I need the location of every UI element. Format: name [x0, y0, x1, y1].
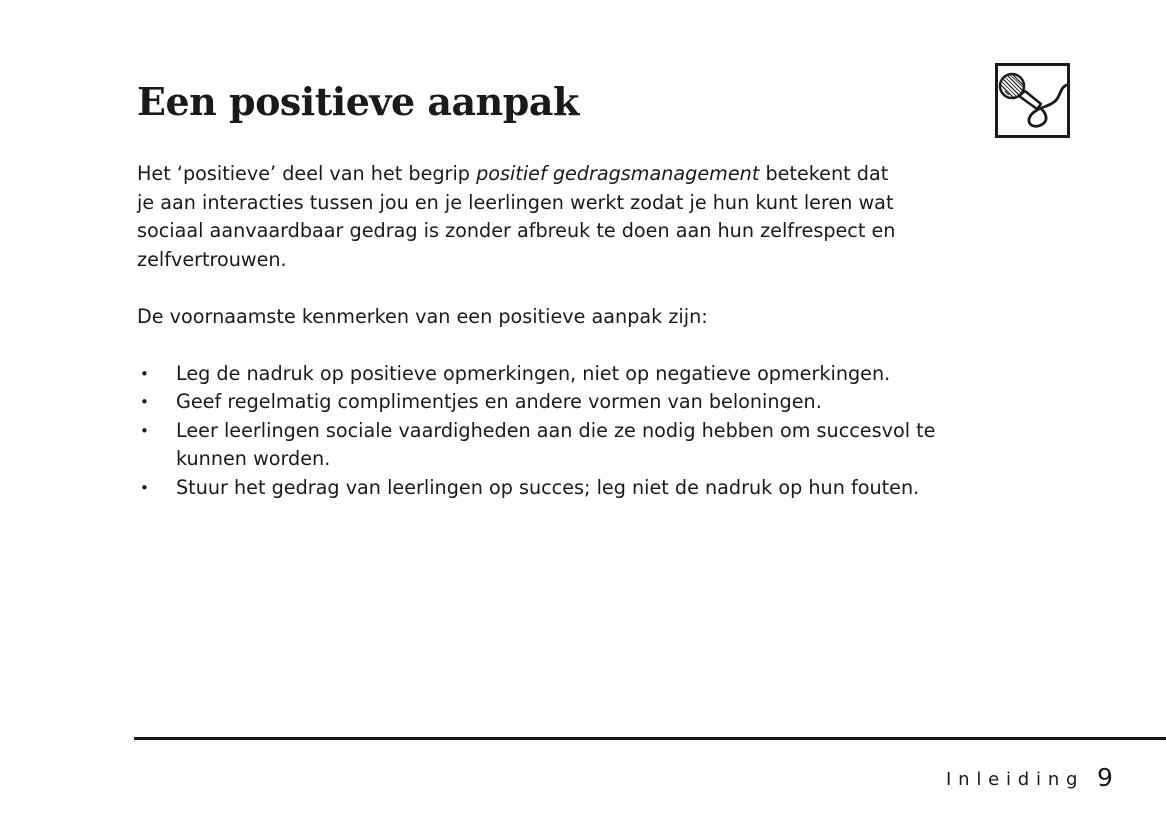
- intro-line-3: sociaal aanvaardbaar gedrag is zonder afbreuk te doen aan hun zelfrespect en: [137, 219, 896, 242]
- list-item: • Stuur het gedrag van leerlingen op succes; leg niet de nadruk op hun fouten.: [137, 474, 1017, 503]
- bullet-icon: •: [140, 421, 149, 440]
- body-text: [137, 160, 1017, 502]
- bullet-icon: •: [140, 478, 149, 497]
- features-list: [137, 360, 1017, 503]
- intro-line-2: je aan interacties tussen jou en je leerlingen werkt zodat je hun kunt leren wat: [137, 190, 894, 214]
- intro-line-1: Het ‘positieve’ deel van het begrip positief gedragsmanagement betekent dat: [137, 162, 889, 185]
- footer-divider: [134, 737, 1166, 740]
- intro-line-4: zelfvertrouwen.: [137, 247, 287, 271]
- page-number: 9: [1097, 763, 1113, 792]
- list-item: • Leer leerlingen sociale vaardigheden aan die ze nodig hebben om succesvol te kunnen worden.: [140, 418, 936, 470]
- bullet-icon: •: [140, 393, 149, 411]
- section-label: Inleiding: [946, 769, 1085, 790]
- features-lead: De voornaamste kenmerken van een positieve aanpak zijn:: [137, 304, 708, 328]
- microphone-icon: [995, 63, 1070, 138]
- list-item: • Leg de nadruk op positieve opmerkingen, niet op negatieve opmerkingen.: [137, 360, 1017, 389]
- page-title: Een positieve aanpak: [137, 79, 579, 124]
- bullet-icon: •: [140, 364, 149, 383]
- list-item: • Geef regelmatig complimentjes en andere vormen van beloningen.: [137, 388, 1017, 417]
- emphasis-term: positief gedragsmanagement: [476, 162, 760, 185]
